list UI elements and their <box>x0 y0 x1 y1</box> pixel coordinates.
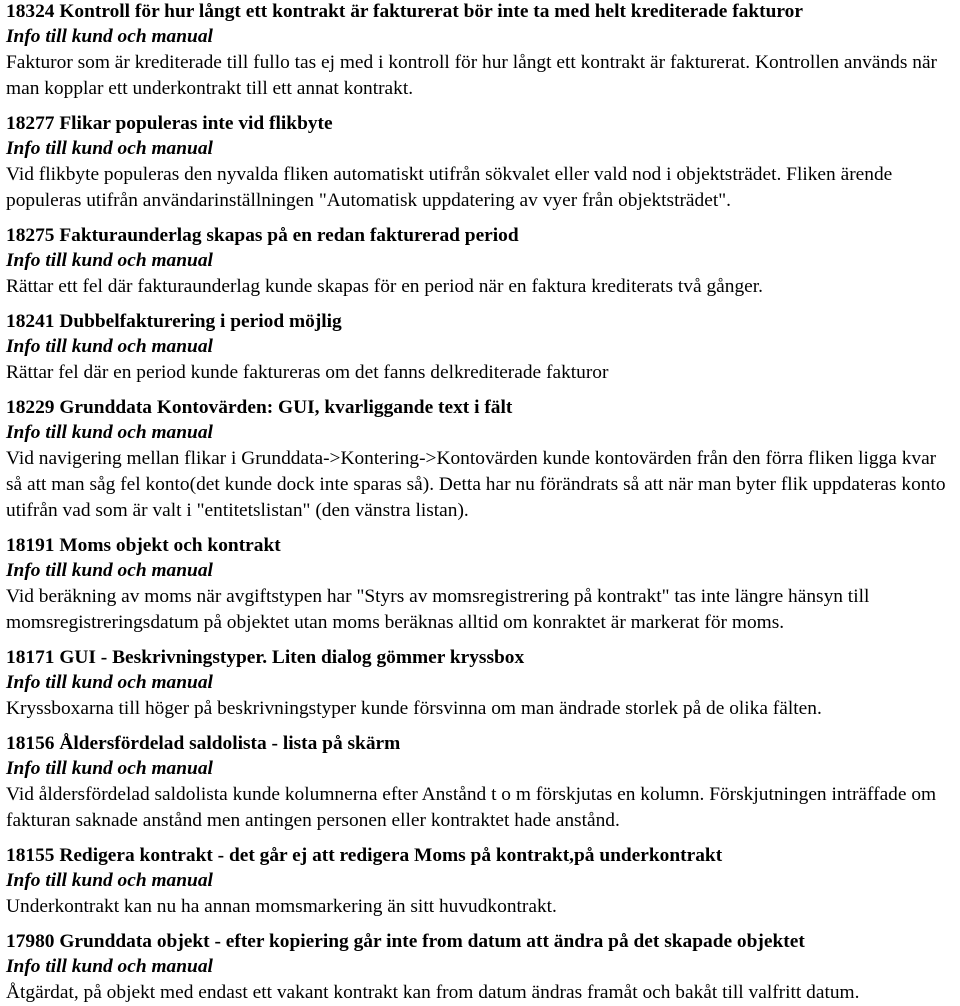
entry-title: 18277 Flikar populeras inte vid flikbyte <box>6 113 333 134</box>
entry-subtitle: Info till kund och manual <box>6 336 213 357</box>
entry-body: Rättar fel där en period kunde faktureras om det fanns delkrediterade fakturor <box>6 362 609 383</box>
entry-title: 18155 Redigera kontrakt - det går ej att redigera Moms på kontrakt,på underkontrakt <box>6 845 723 866</box>
entry-title: 18275 Fakturaunderlag skapas på en redan fakturerad period <box>6 225 519 246</box>
entry-body: Rättar ett fel där fakturaunderlag kunde skapas för en period när en faktura krediterats två gånger. <box>6 276 763 297</box>
release-note-entry <box>6 224 954 300</box>
entry-title: 18171 GUI - Beskrivningstyper. Liten dialog gömmer kryssbox <box>6 647 525 668</box>
entry-title: 18191 Moms objekt och kontrakt <box>6 535 281 556</box>
entry-subtitle: Info till kund och manual <box>6 26 213 47</box>
entry-subtitle: Info till kund och manual <box>6 250 213 271</box>
release-note-entry <box>6 732 954 834</box>
release-note-entry <box>6 310 954 386</box>
release-note-entry <box>6 112 954 214</box>
release-note-entry <box>6 844 954 920</box>
entry-body: Underkontrakt kan nu ha annan momsmarkering än sitt huvudkontrakt. <box>6 896 557 917</box>
release-note-entry <box>6 930 954 1006</box>
entry-subtitle: Info till kund och manual <box>6 422 213 443</box>
entry-subtitle: Info till kund och manual <box>6 138 213 159</box>
entry-subtitle: Info till kund och manual <box>6 956 213 977</box>
entry-body: Vid flikbyte populeras den nyvalda fliken automatiskt utifrån sökvalet eller vald nod i objektsträdet. Fliken ärende populeras utifrån användarinställningen "Automatisk uppdatering av vyer från objektsträdet". <box>6 164 893 211</box>
entry-body: Åtgärdat, på objekt med endast ett vakant kontrakt kan from datum ändras framåt och bakåt till valfritt datum. <box>6 982 860 1003</box>
entry-title: 17980 Grunddata objekt - efter kopiering går inte from datum att ändra på det skapade objektet <box>6 931 805 952</box>
entry-title: 18229 Grunddata Kontovärden: GUI, kvarliggande text i fält <box>6 397 513 418</box>
release-note-entry <box>6 646 954 722</box>
release-note-entry <box>6 396 954 524</box>
entry-subtitle: Info till kund och manual <box>6 560 213 581</box>
entry-title: 18156 Åldersfördelad saldolista - lista på skärm <box>6 733 401 754</box>
entry-title: 18241 Dubbelfakturering i period möjlig <box>6 311 342 332</box>
entry-subtitle: Info till kund och manual <box>6 672 213 693</box>
release-note-entry <box>6 0 954 102</box>
entry-body: Vid beräkning av moms när avgiftstypen har "Styrs av momsregistrering på kontrakt" tas inte längre hänsyn till momsregistreringsdatum på objektet utan moms beräknas alltid om konraktet är markerat för moms. <box>6 586 870 633</box>
release-note-entry <box>6 534 954 636</box>
entry-subtitle: Info till kund och manual <box>6 870 213 891</box>
entry-subtitle: Info till kund och manual <box>6 758 213 779</box>
entry-body: Fakturor som är krediterade till fullo tas ej med i kontroll för hur långt ett kontrakt är fakturerat. Kontrollen används när man kopplar ett underkontrakt till ett annat kontrakt. <box>6 52 938 99</box>
entry-body: Vid navigering mellan flikar i Grunddata->Kontering->Kontovärden kunde kontovärden från den förra fliken ligga kvar så att man såg fel konto(det kunde dock inte sparas så). Detta har nu förändrats så att när man byter flik uppdateras konto utifrån vad som är valt i "entitetslistan" (den vänstra listan). <box>6 448 946 521</box>
entry-title: 18324 Kontroll för hur långt ett kontrakt är fakturerat bör inte ta med helt krediterade fakturor <box>6 1 803 22</box>
entry-body: Vid åldersfördelad saldolista kunde kolumnerna efter Anstånd t o m förskjutas en kolumn. Förskjutningen inträffade om fakturan saknade anstånd men antingen personen eller kontraktet hade anstånd. <box>6 784 937 831</box>
entry-body: Kryssboxarna till höger på beskrivningstyper kunde försvinna om man ändrade storlek på de olika fälten. <box>6 698 822 719</box>
